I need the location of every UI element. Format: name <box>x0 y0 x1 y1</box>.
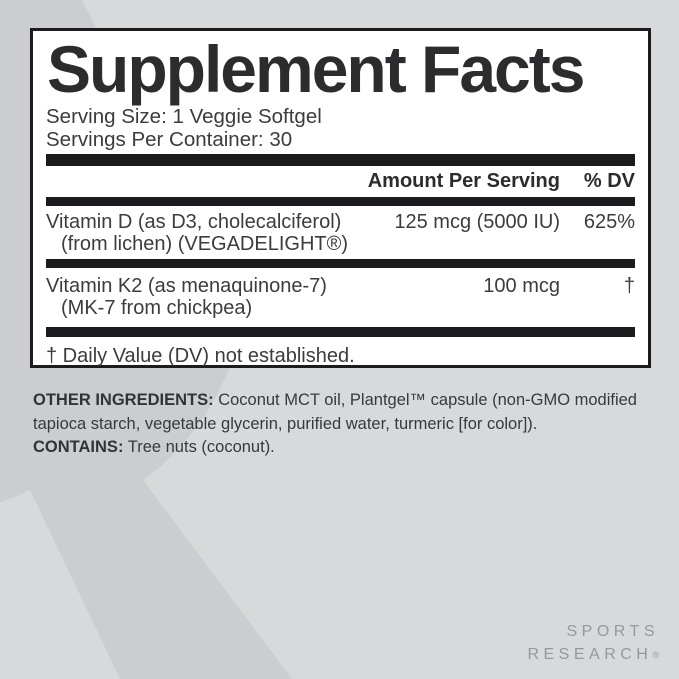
ingredients-section <box>33 389 648 460</box>
brand-line-research <box>527 643 659 667</box>
nutrient-name-line1: Vitamin K2 (as menaquinone-7) <box>46 275 327 297</box>
nutrient-dv: † <box>623 275 635 297</box>
other-ingredients-text1: Coconut MCT oil, Plantgel™ capsule (non-GMO modified <box>218 391 637 409</box>
registered-mark: ® <box>652 650 659 660</box>
contains-label: CONTAINS: <box>33 438 124 456</box>
contains-line <box>33 436 648 460</box>
nutrient-name-line2: (MK-7 from chickpea) <box>61 297 253 319</box>
supplement-facts-panel <box>30 28 651 368</box>
panel-title: Supplement Facts <box>47 32 584 106</box>
nutrient-amount: 100 mcg <box>483 275 560 297</box>
divider-bar-medium <box>46 259 635 268</box>
other-ingredients-label: OTHER INGREDIENTS: <box>33 391 214 409</box>
divider-bar-medium <box>46 197 635 206</box>
divider-bar-strong <box>46 327 635 337</box>
brand-line-sports: SPORTS <box>566 623 659 640</box>
nutrient-name-line1: Vitamin D (as D3, cholecalciferol) <box>46 211 342 233</box>
table-header-row <box>46 166 635 197</box>
nutrient-amount: 125 mcg (5000 IU) <box>394 211 560 233</box>
nutrient-name <box>46 211 394 255</box>
other-ingredients-line1 <box>33 389 648 413</box>
serving-info <box>46 105 635 151</box>
nutrient-name-line2: (from lichen) (VEGADELIGHT®) <box>61 233 349 255</box>
serving-size: Serving Size: 1 Veggie Softgel <box>46 105 322 128</box>
divider-bar-heavy <box>46 154 635 166</box>
table-row <box>46 268 635 327</box>
nutrient-name <box>46 275 483 319</box>
table-row <box>46 206 635 259</box>
dv-footnote: † Daily Value (DV) not established. <box>46 345 355 367</box>
nutrient-dv: 625% <box>583 211 635 233</box>
brand-mark <box>527 620 659 667</box>
column-header-dv: % DV <box>583 170 635 192</box>
other-ingredients-line2: tapioca starch, vegetable glycerin, purified water, turmeric [for color]). <box>33 414 538 433</box>
column-header-amount: Amount Per Serving <box>367 170 560 192</box>
contains-text: Tree nuts (coconut). <box>127 438 275 456</box>
servings-per-container: Servings Per Container: 30 <box>46 128 293 151</box>
brand-research-text: RESEARCH <box>527 646 653 663</box>
